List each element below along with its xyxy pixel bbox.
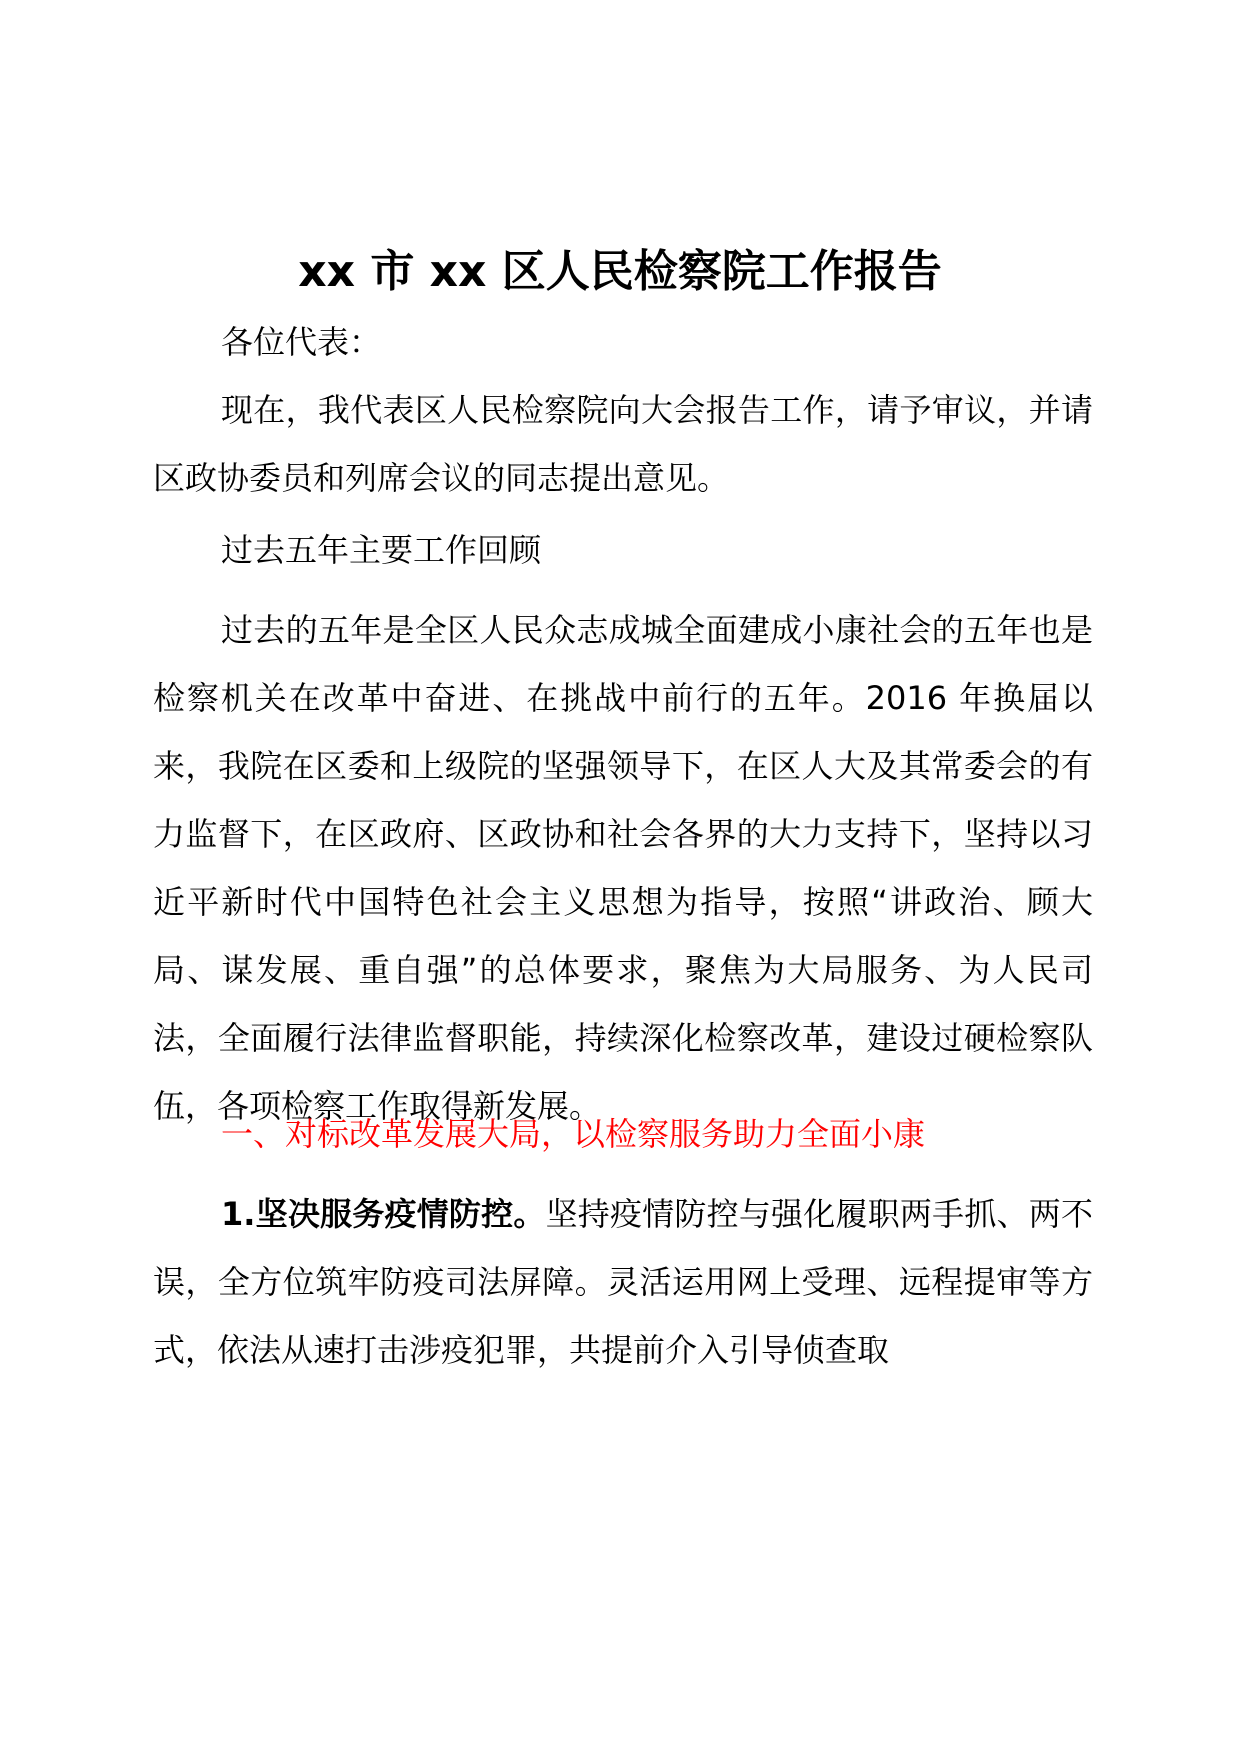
intro-paragraph: 现在，我代表区人民检察院向大会报告工作，请予审议，并请区政协委员和列席会议的同志提出意见。 <box>153 391 1093 497</box>
item-1-text: 坚持疫情防控与强化履职两手抓、两不误，全方位筑牢防疫司法屏障。灵活运用网上受理、远程提审等方式，依法从速打击涉疫犯罪，共提前介入引导侦查取 <box>153 1195 1093 1369</box>
salutation: 各位代表： <box>221 323 382 361</box>
item-1-title: 1.坚决服务疫情防控。 <box>221 1195 546 1233</box>
review-paragraph: 过去的五年是全区人民众志成城全面建成小康社会的五年也是检察机关在改革中奋进、在挑战中前行的五年。2016 年换届以来，我院在区委和上级院的坚强领导下，在区人大及其常委会的有力监督下，在区政府、区政协和社会各界的大力支持下，坚持以习近平新时代中国特色社会主义思想为指导，按照“讲政治、顾大局、谋发展、重自强”的总体要求，聚焦为大局服务、为人民司法，全面履行法律监督职能，持续深化检察改革，建设过硬检察队伍，各项检察工作取得新发展。 <box>153 611 1093 1125</box>
item-1-paragraph <box>153 1180 1093 1384</box>
document-title: xx 市 xx 区人民检察院工作报告 <box>298 246 942 297</box>
section-heading: 过去五年主要工作回顾 <box>221 531 542 569</box>
red-section-heading: 一、对标改革发展大局，以检察服务助力全面小康 <box>221 1115 926 1153</box>
